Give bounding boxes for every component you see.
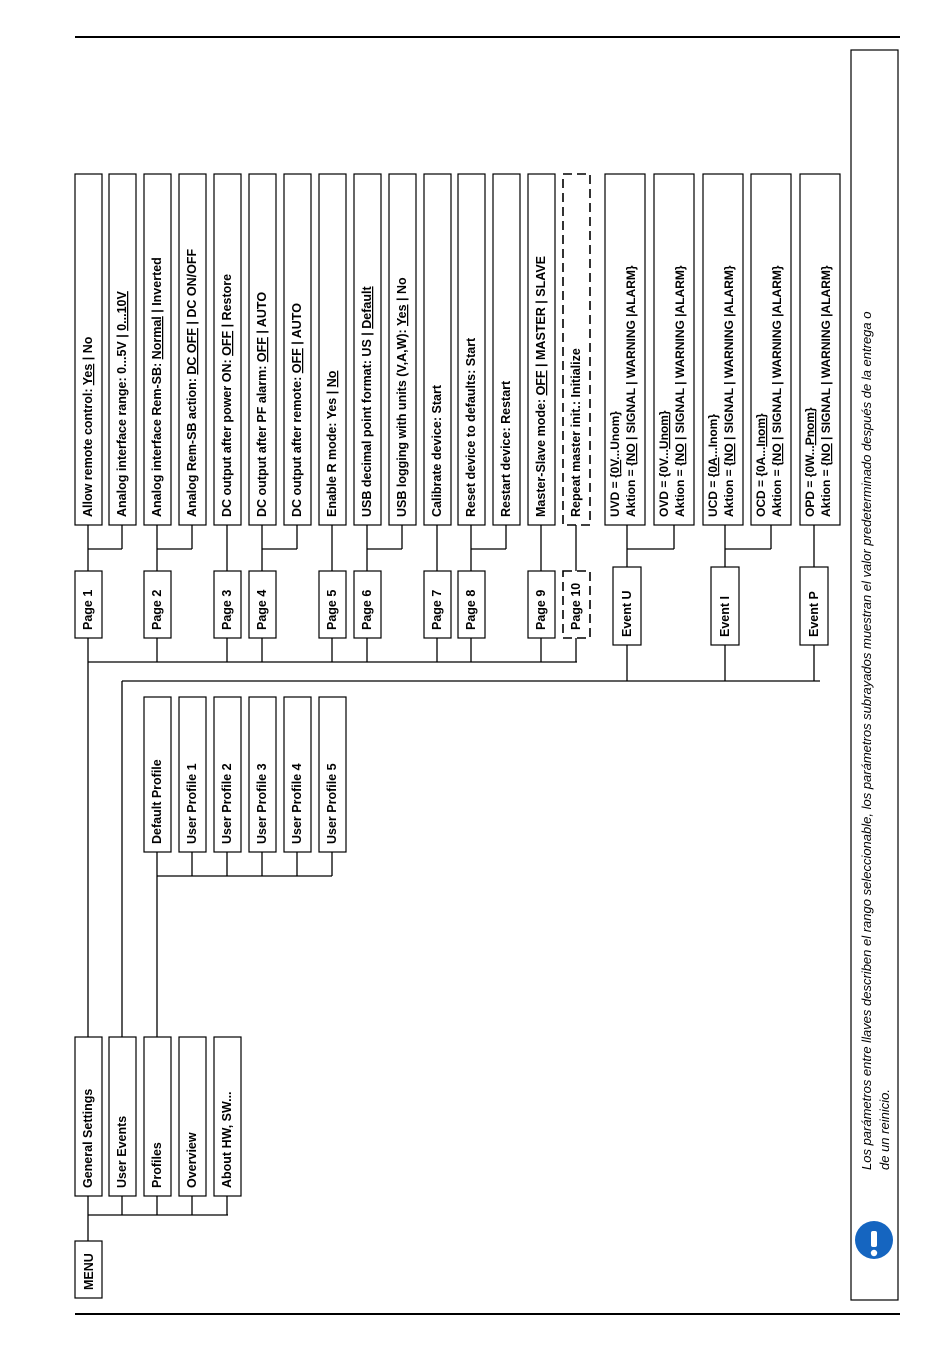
setting-option-label-seg: | No xyxy=(395,277,409,305)
setting-option-label xyxy=(150,257,164,517)
event-threshold-label-seg: } xyxy=(657,410,671,416)
settings-page-label xyxy=(81,590,95,630)
profile-label xyxy=(185,763,199,844)
setting-option-label-seg: | DC ON/OFF xyxy=(185,248,199,329)
main-menu-label xyxy=(220,1091,234,1188)
event-threshold-label-seg: ...Unom} xyxy=(608,411,622,460)
event-action-label xyxy=(722,265,736,517)
setting-option-label-seg: OFF xyxy=(534,370,548,396)
bottom-rule xyxy=(75,1313,900,1315)
setting-option-label xyxy=(115,291,129,517)
profile-label xyxy=(150,759,164,844)
settings-page-label xyxy=(220,590,234,630)
info-icon-bar xyxy=(871,1231,877,1247)
setting-option-label xyxy=(395,277,409,517)
settings-page-label-seg: Page 7 xyxy=(430,589,444,630)
event-threshold-label xyxy=(754,413,768,517)
profile-label xyxy=(220,763,234,844)
event-threshold-label-seg: OPD = {0W... xyxy=(803,445,817,517)
main-menu-label-seg: About HW, SW... xyxy=(220,1091,234,1188)
main-menu-label-seg: Profiles xyxy=(150,1142,164,1188)
main-menu-label xyxy=(115,1116,129,1188)
setting-option-label xyxy=(499,380,513,517)
note-text-line1 xyxy=(859,312,874,1171)
event-threshold-label-seg: Inom xyxy=(754,417,768,447)
menu-root-label-seg: MENU xyxy=(82,1253,96,1290)
settings-page-label-seg: Page 1 xyxy=(81,589,95,630)
event-action-label xyxy=(624,265,638,517)
setting-option-label-seg: 0...10V xyxy=(115,291,129,331)
profile-label-seg: User Profile 5 xyxy=(325,763,339,844)
event-action-label-seg: | SIGNAL | WARNING |ALARM} xyxy=(722,265,736,444)
setting-option-label-seg: OFF xyxy=(255,337,269,363)
event-action-label-seg: | SIGNAL | WARNING |ALARM} xyxy=(624,265,638,444)
event-action-label-seg: NO xyxy=(673,443,687,462)
profile-label-seg: User Profile 2 xyxy=(220,763,234,844)
setting-option-label xyxy=(290,303,304,517)
setting-option-label xyxy=(81,336,95,517)
setting-option-label-seg: OFF xyxy=(290,348,304,374)
event-action-label-seg: NO xyxy=(722,443,736,462)
setting-option-label-seg: Repeat master init.: Initialize xyxy=(569,348,583,517)
setting-option-label xyxy=(325,370,339,517)
event-threshold-label xyxy=(803,407,817,517)
setting-option-label-seg: Yes xyxy=(81,363,95,386)
user-event-label xyxy=(718,596,732,637)
setting-option-label-seg: | Restore xyxy=(220,273,234,331)
main-menu-label xyxy=(81,1089,95,1188)
setting-option-label-seg: Normal xyxy=(150,316,164,360)
settings-page-label-seg: Page 3 xyxy=(220,589,234,630)
event-action-label xyxy=(673,265,687,517)
event-action-label-seg: Aktion = { xyxy=(722,461,736,517)
setting-option-label-seg: Enable R mode: Yes | xyxy=(325,387,339,517)
setting-option-label-seg: | AUTO xyxy=(255,291,269,338)
event-threshold-label-seg: Pnom xyxy=(803,411,817,446)
setting-option-label xyxy=(430,384,444,517)
event-threshold-label-seg: } xyxy=(803,407,817,412)
setting-option-label-seg: DC OFF xyxy=(185,328,199,375)
setting-option-label-seg: DC output after power ON: xyxy=(220,355,234,517)
main-menu-label xyxy=(185,1132,199,1188)
event-action-label-seg: Aktion = { xyxy=(673,461,687,517)
setting-option-label-seg: Analog Rem-SB action: xyxy=(185,374,199,517)
event-threshold-label xyxy=(657,410,671,517)
user-event-label xyxy=(807,591,821,637)
settings-page-label xyxy=(255,590,269,630)
setting-option-label-seg: Reset device to defaults: Start xyxy=(464,337,478,517)
settings-page-label xyxy=(150,590,164,630)
event-threshold-label-seg: OVD = {0V... xyxy=(657,449,671,517)
settings-page-label-seg: Page 8 xyxy=(464,589,478,630)
setting-option-label xyxy=(255,292,269,517)
setting-option-label-seg: Analog interface range: 0...5V | xyxy=(115,330,129,517)
setting-option-label-seg: Master-Slave mode: xyxy=(534,395,548,517)
event-action-label-seg: | SIGNAL | WARNING |ALARM} xyxy=(819,265,833,444)
setting-option-label-seg: | Inverted xyxy=(150,257,164,317)
setting-option-label-seg: Default xyxy=(360,286,374,329)
setting-option-label-seg: DC output after remote: xyxy=(290,373,304,517)
profile-label xyxy=(255,763,269,844)
settings-page-label-seg: Page 10 xyxy=(569,582,583,630)
settings-page-label xyxy=(325,590,339,630)
menu-root-label xyxy=(82,1253,96,1290)
info-icon xyxy=(855,1221,893,1259)
settings-page-label-seg: Page 6 xyxy=(360,589,374,630)
setting-option-label-seg: Analog interface Rem-SB: xyxy=(150,359,164,517)
top-rule xyxy=(75,36,900,38)
setting-option-label xyxy=(360,286,374,517)
note-text-line2-seg: de un reinicio. xyxy=(877,1089,892,1170)
event-action-label xyxy=(819,265,833,517)
event-threshold-label xyxy=(608,411,622,517)
main-menu-label-seg: Overview xyxy=(185,1132,199,1188)
event-threshold-label-seg: UCD = { xyxy=(706,472,720,517)
user-event-label-seg: Event I xyxy=(718,596,732,637)
user-event-label xyxy=(620,590,634,637)
setting-option-label-seg: Calibrate device: Start xyxy=(430,385,444,517)
setting-option-label xyxy=(534,256,548,517)
note-text-line2 xyxy=(877,1089,892,1170)
info-icon-dot xyxy=(871,1250,877,1256)
setting-option-label-seg: Allow remote control: xyxy=(81,385,95,517)
settings-page-label-seg: Page 9 xyxy=(534,589,548,630)
event-threshold-label-seg: UVD = { xyxy=(608,473,622,517)
settings-page-label xyxy=(569,583,583,630)
settings-page-label xyxy=(360,590,374,630)
profile-label xyxy=(290,763,304,844)
setting-option-label-seg: USB decimal point format: US | xyxy=(360,328,374,517)
event-action-label-seg: NO xyxy=(770,443,784,462)
settings-page-label-seg: Page 2 xyxy=(150,589,164,630)
event-action-label xyxy=(770,265,784,517)
event-threshold-label-seg: 0A xyxy=(706,457,720,473)
settings-page-label xyxy=(430,590,444,630)
event-threshold-label-seg: Unom xyxy=(657,415,671,450)
setting-option-label xyxy=(464,337,478,517)
setting-option-label-seg: | MASTER | SLAVE xyxy=(534,256,548,371)
event-action-label-seg: Aktion = { xyxy=(624,461,638,517)
event-threshold-label-seg: ...Inom} xyxy=(706,413,720,458)
settings-page-label-seg: Page 5 xyxy=(325,589,339,630)
main-menu-label-seg: General Settings xyxy=(81,1088,95,1188)
setting-option-label-seg: | AUTO xyxy=(290,303,304,349)
event-action-label-seg: Aktion = { xyxy=(770,461,784,517)
event-threshold-label xyxy=(706,414,720,517)
event-action-label-seg: | SIGNAL | WARNING |ALARM} xyxy=(770,265,784,444)
event-threshold-label-seg: OCD = {0A... xyxy=(754,446,768,517)
setting-option-label-seg: Restart device: Restart xyxy=(499,380,513,517)
main-menu-label-seg: User Events xyxy=(115,1115,129,1188)
settings-page-label xyxy=(534,590,548,630)
setting-option-label-seg: No xyxy=(325,370,339,388)
profile-label xyxy=(325,763,339,844)
setting-option-label xyxy=(569,348,583,517)
profile-label-seg: Default Profile xyxy=(150,759,164,844)
profile-label-seg: User Profile 4 xyxy=(290,763,304,844)
profile-label-seg: User Profile 1 xyxy=(185,763,199,844)
settings-page-label-seg: Page 4 xyxy=(255,589,269,630)
event-action-label-seg: Aktion = { xyxy=(819,461,833,517)
setting-option-label-seg: OFF xyxy=(220,330,234,356)
user-event-label-seg: Event P xyxy=(807,591,821,637)
setting-option-label-seg: USB logging with units (V,A,W): xyxy=(395,326,409,517)
event-threshold-label-seg: 0V xyxy=(608,459,622,474)
setting-option-label xyxy=(185,249,199,517)
main-menu-label xyxy=(150,1142,164,1188)
event-action-label-seg: NO xyxy=(624,443,638,462)
settings-page-label xyxy=(464,590,478,630)
event-threshold-label-seg: } xyxy=(754,413,768,418)
profile-label-seg: User Profile 3 xyxy=(255,763,269,844)
setting-option-label-seg: | No xyxy=(81,336,95,364)
setting-option-label xyxy=(220,274,234,517)
note-text-line1-seg: Los parámetros entre llaves describen el rango seleccionable, los parámetros subrayados muestran el valor predeterminado después de la entrega o xyxy=(859,311,874,1170)
event-action-label-seg: | SIGNAL | WARNING |ALARM} xyxy=(673,265,687,444)
user-event-label-seg: Event U xyxy=(620,590,634,637)
event-action-label-seg: NO xyxy=(819,443,833,462)
setting-option-label-seg: DC output after PF alarm: xyxy=(255,362,269,517)
setting-option-label-seg: Yes xyxy=(395,304,409,327)
